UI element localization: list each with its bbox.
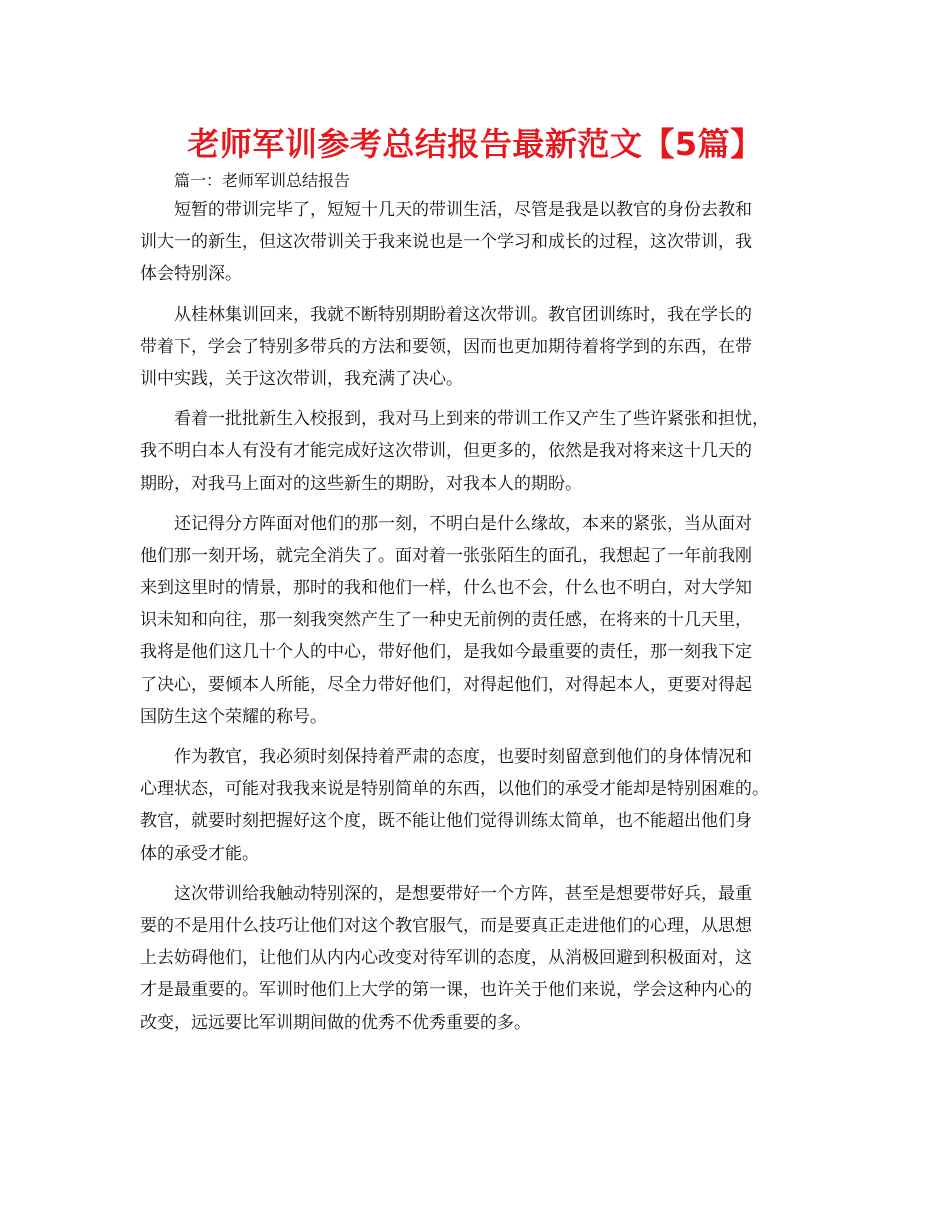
paragraph-line: 才是最重要的。军训时他们上大学的第一课，也许关于他们来说，学会这种内心的: [140, 980, 752, 1001]
paragraph-line: 我将是他们这几十个人的中心，带好他们，是我如今最重要的责任，那一刻我下定: [140, 642, 752, 663]
paragraph-container: [140, 194, 830, 1039]
body-paragraph: [140, 878, 830, 1039]
paragraph-line: 训中实践，关于这次带训，我充满了决心。: [140, 368, 463, 389]
paragraph-line: 国防生这个荣耀的称号。: [140, 706, 327, 727]
paragraph-line: 了决心，要倾本人所能，尽全力带好他们，对得起他们，对得起本人，更要对得起: [140, 674, 752, 695]
paragraph-line: 还记得分方阵面对他们的那一刻，不明白是什么缘故，本来的紧张，当从面对: [174, 513, 752, 534]
document-body: [140, 168, 830, 1047]
paragraph-line: 这次带训给我触动特别深的，是想要带好一个方阵，甚至是想要带好兵，最重: [174, 883, 752, 904]
paragraph-line: 训大一的新生，但这次带训关于我来说也是一个学习和成长的过程，这次带训，我: [140, 232, 752, 253]
paragraph-line: 短暂的带训完毕了，短短十几天的带训生活，尽管是我是以教官的身份去教和: [174, 200, 752, 220]
body-paragraph: [140, 194, 830, 291]
paragraph-line: 从桂林集训回来，我就不断特别期盼着这次带训。教官团训练时，我在学长的: [174, 304, 752, 325]
paragraph-line: 心理状态，可能对我我来说是特别简单的东西，以他们的承受才能却是特别困难的。: [140, 779, 769, 800]
paragraph-line: 要的不是用什么技巧让他们对这个教官服气，而是要真正走进他们的心理，从思想: [140, 915, 752, 936]
section-heading: 篇一：老师军训总结报告: [174, 171, 351, 190]
body-paragraph: [140, 508, 830, 733]
paragraph-line: 看着一批批新生入校报到，我对马上到来的带训工作又产生了些许紧张和担忧，: [174, 409, 769, 430]
paragraph-line: 体会特别深。: [140, 264, 242, 285]
paragraph-line: 我不明白本人有没有才能完成好这次带训，但更多的，依然是我对将来这十几天的: [140, 441, 752, 462]
paragraph-line: 识未知和向往，那一刻我突然产生了一种史无前例的责任感，在将来的十几天里，: [140, 610, 752, 631]
document-title: 老师军训参考总结报告最新范文【5篇】: [187, 125, 763, 163]
paragraph-line: 改变，远远要比军训期间做的优秀不优秀重要的多。: [140, 1012, 531, 1033]
paragraph-line: 教官，就要时刻把握好这个度，既不能让他们觉得训练太简单，也不能超出他们身: [140, 811, 752, 832]
paragraph-line: 体的承受才能。: [140, 843, 259, 864]
body-paragraph: [140, 741, 830, 870]
body-paragraph: [140, 403, 830, 500]
paragraph-line: 上去妨碍他们，让他们从内内心改变对待军训的态度，从消极回避到积极面对，这: [140, 948, 752, 969]
paragraph-line: 他们那一刻开场，就完全消失了。面对着一张张陌生的面孔，我想起了一年前我刚: [140, 545, 752, 566]
paragraph-line: 来到这里时的情景，那时的我和他们一样，什么也不会，什么也不明白，对大学知: [140, 578, 752, 599]
paragraph-line: 作为教官，我必须时刻保持着严肃的态度，也要时刻留意到他们的身体情况和: [174, 747, 752, 767]
paragraph-line: 带着下，学会了特别多带兵的方法和要领，因而也更加期待着将学到的东西，在带: [140, 336, 752, 357]
paragraph-line: 期盼，对我马上面对的这些新生的期盼，对我本人的期盼。: [140, 473, 582, 494]
body-paragraph: [140, 299, 830, 396]
